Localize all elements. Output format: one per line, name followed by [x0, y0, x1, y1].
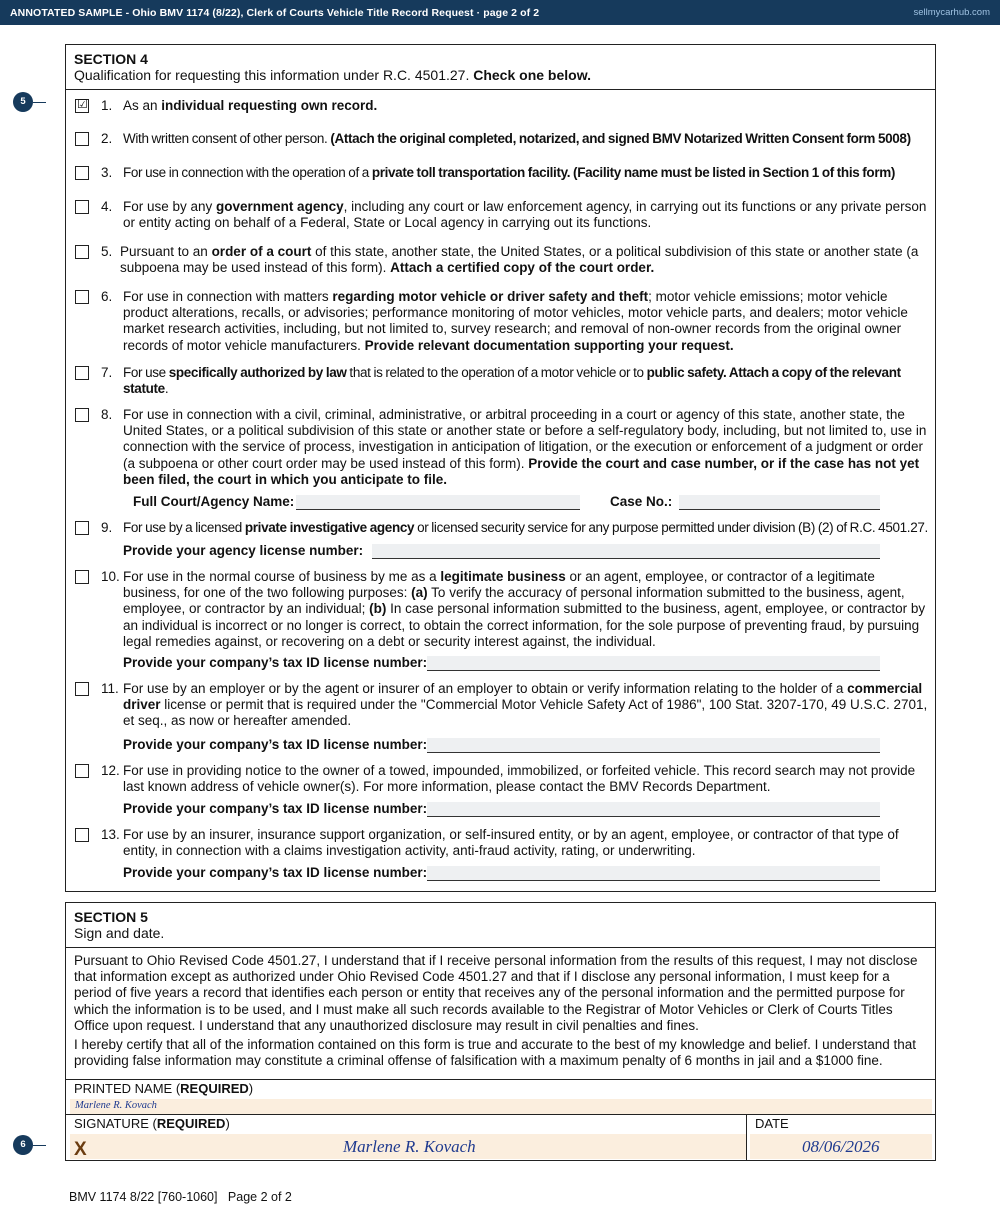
printed-name-value: Marlene R. Kovach — [75, 1100, 157, 1111]
date-value: 08/06/2026 — [802, 1137, 880, 1156]
option-10-checkbox[interactable] — [75, 570, 89, 584]
section-5-header — [66, 903, 935, 948]
divider — [66, 1114, 935, 1115]
option-9-text: For use by a licensed private investigative agency or licensed security service for any purpose permitted under division (B) (2) of R.C. 4501.27. — [123, 520, 928, 535]
tax-id-field[interactable] — [427, 802, 880, 817]
form-footer — [69, 1190, 292, 1204]
section-5-title: SECTION 5 — [74, 909, 148, 925]
option-4-text: For use by any government agency, including any court or law enforcement agency, in carrying out its functions or any private person or entity acting on behalf of a Federal, State or Local agency in carrying out its functions. — [123, 199, 927, 231]
case-number-field[interactable] — [679, 495, 880, 510]
tax-id-field[interactable] — [427, 738, 880, 753]
option-9-checkbox[interactable] — [75, 521, 89, 535]
option-number: 9. — [101, 520, 113, 535]
check-mark-icon: ☑ — [77, 97, 88, 111]
court-agency-label: Full Court/Agency Name: — [133, 494, 295, 509]
option-7-checkbox[interactable] — [75, 366, 89, 380]
option-number: 1. — [101, 98, 113, 113]
option-number: 6. — [101, 289, 113, 304]
option-2-text: With written consent of other person. (Attach the original completed, notarized, and signed BMV Notarized Written Consent form 5008) — [123, 131, 911, 146]
divider — [66, 1079, 935, 1080]
option-number: 13. — [101, 827, 120, 842]
option-3-text: For use in connection with the operation of a private toll transportation facility. (Facility name must be listed in Section 1 of this form) — [123, 165, 896, 180]
section-4-header — [66, 45, 935, 90]
option-number: 12. — [101, 763, 120, 778]
option-number: 11. — [101, 681, 119, 696]
option-12-text: For use in providing notice to the owner of a towed, impounded, immobilized, or forfeited vehicle. This record search may not provide last known address of vehicle owner(s). For more information, please contact the BMV Records Department. — [123, 763, 916, 795]
option-13-checkbox[interactable] — [75, 828, 89, 842]
option-11-checkbox[interactable] — [75, 682, 89, 696]
option-number: 7. — [101, 365, 113, 380]
tax-id-label: Provide your company’s tax ID license number: — [123, 655, 428, 670]
certification-paragraph: I hereby certify that all of the information contained on this form is true and accurate to the best of my knowledge and belief. I understand that providing false information may constitute a criminal offense of falsification with a maximum penalty of 6 months in jail and a $1000 fine. — [74, 1037, 916, 1069]
section-4-subtitle-bold: Check one below. — [473, 67, 591, 83]
disclosure-paragraph: Pursuant to Ohio Revised Code 4501.27, I understand that if I receive personal information from the results of this request, I may not disclose that information except as authorized under Ohio Revised Code 4501.27 and that if I disclose any personal information, I must keep for a period of five years a record that identifies each person or entity that receives any of the personal information and the permitted purpose for which the information is to be used, and I must make all such records available to the Registrar of Motor Vehicles or Clerk of Courts Titles Office upon request. I understand that any unauthorized disclosure may result in civil penalties and fines. — [74, 953, 918, 1033]
tax-id-field[interactable] — [427, 656, 880, 671]
option-number: 3. — [101, 165, 113, 180]
annotation-marker-5: 5 — [13, 92, 33, 112]
date-label: DATE — [755, 1116, 789, 1131]
option-1-text: As an individual requesting own record. — [123, 98, 378, 113]
annotation-marker-6: 6 — [13, 1135, 33, 1155]
signature-label: SIGNATURE (REQUIRED) — [74, 1116, 230, 1131]
signature-field[interactable] — [70, 1134, 746, 1159]
agency-license-field[interactable] — [372, 544, 880, 559]
option-6-checkbox[interactable] — [75, 290, 89, 304]
option-1-checkbox[interactable] — [75, 99, 89, 113]
header-site: sellmycarhub.com — [913, 7, 990, 18]
option-3-checkbox[interactable] — [75, 166, 89, 180]
tax-id-label: Provide your company’s tax ID license number: — [123, 865, 428, 880]
option-number: 4. — [101, 199, 113, 214]
option-6-text: For use in connection with matters regarding motor vehicle or driver safety and theft; motor vehicle emissions; motor vehicle product alterations, recalls, or advisories; performance monitoring of motor vehicles, motor vehicle parts, and dealers; motor vehicle market research activities, including, but not limited to, survey research; and removal of non-owner records from the original owner records of motor vehicle manufacturers. Provide relevant documentation supporting your request. — [123, 289, 908, 353]
vertical-divider — [746, 1114, 747, 1160]
option-13-text: For use by an insurer, insurance support organization, or self-insured entity, or by an agent, employee, or contractor of that type of entity, in connection with a claims investigation activity, anti-fraud activity, rating, or underwriting. — [123, 827, 899, 859]
option-10-text: For use in the normal course of business by me as a legitimate business or an agent, employee, or contractor of a legitimate business, for one of the two following purposes: (a) To verify the accuracy of personal information submitted to the business, agent, employee, or contractor by an individual; (b) In case personal information submitted to the business, agent, employee, or contractor by an individual is incorrect or no longer is correct, to obtain the correct information, for the sole purpose of preventing fraud, by pursuing legal remedies against, or recovering on a debt or security interest against, the individual. — [123, 569, 926, 649]
option-4-checkbox[interactable] — [75, 200, 89, 214]
printed-name-label: PRINTED NAME (REQUIRED) — [74, 1081, 254, 1096]
form-number: BMV 1174 8/22 [760-1060] — [69, 1190, 218, 1204]
section-5-subtitle: Sign and date. — [74, 925, 165, 941]
case-number-label: Case No.: — [610, 494, 673, 509]
option-5-text: Pursuant to an order of a court of this state, another state, the United States, or a political subdivision of this state or another state (a subpoena may be used instead of this form). Attach a certified copy of the court order. — [120, 244, 919, 276]
page-number: Page 2 of 2 — [227, 1190, 292, 1204]
agency-license-label: Provide your agency license number: — [123, 543, 364, 558]
annotation-connector-5 — [33, 102, 46, 103]
section-4-subtitle: Qualification for requesting this information under R.C. 4501.27. — [74, 67, 470, 83]
court-agency-field[interactable] — [296, 495, 580, 510]
option-8-text: For use in connection with a civil, criminal, administrative, or arbitral proceeding in a court or agency of this state, another state, the United States, or a political subdivision of this state or another state or before a self-regulatory body, including, but not limited to, use in connection with the service of process, investigation in anticipation of litigation, or the execution or enforcement of a judgment or order (a subpoena or other court order may be used instead of this form). Provide the court and case number, or if the case has not yet been filed, the court in which you anticipate to file. — [123, 407, 927, 487]
date-field[interactable] — [750, 1134, 932, 1159]
option-number: 2. — [101, 131, 113, 146]
tax-id-field[interactable] — [427, 866, 880, 881]
signature-value: Marlene R. Kovach — [343, 1137, 476, 1156]
section-5 — [65, 902, 936, 1161]
tax-id-label: Provide your company’s tax ID license number: — [123, 801, 428, 816]
section-4-title: SECTION 4 — [74, 51, 148, 67]
option-5-checkbox[interactable] — [75, 245, 89, 259]
signature-x-mark: X — [74, 1139, 87, 1160]
option-7-text: For use specifically authorized by law that is related to the operation of a motor vehicle or to public safety. Attach a copy of the relevant statute. — [123, 365, 901, 397]
option-11-text: For use by an employer or by the agent or insurer of an employer to obtain or verify information relating to the holder of a commercial driver license or permit that is required under the "Commercial Motor Vehicle Safety Act of 1986", 100 Stat. 3207-170, 49 U.S.C. 2701, et seq., as now or hereafter amended. — [123, 681, 928, 729]
tax-id-label: Provide your company’s tax ID license number: — [123, 737, 428, 752]
option-8-checkbox[interactable] — [75, 408, 89, 422]
option-12-checkbox[interactable] — [75, 764, 89, 778]
option-number: 5. — [101, 244, 113, 259]
section-4 — [65, 44, 936, 892]
option-2-checkbox[interactable] — [75, 132, 89, 146]
header-bar — [0, 0, 1000, 25]
annotation-connector-6 — [33, 1145, 46, 1146]
printed-name-field[interactable] — [70, 1099, 932, 1114]
header-title: ANNOTATED SAMPLE - Ohio BMV 1174 (8/22), Clerk of Courts Vehicle Title Record Request · page 2 of 2 — [10, 7, 540, 19]
option-number: 10. — [101, 569, 120, 584]
option-number: 8. — [101, 407, 113, 422]
